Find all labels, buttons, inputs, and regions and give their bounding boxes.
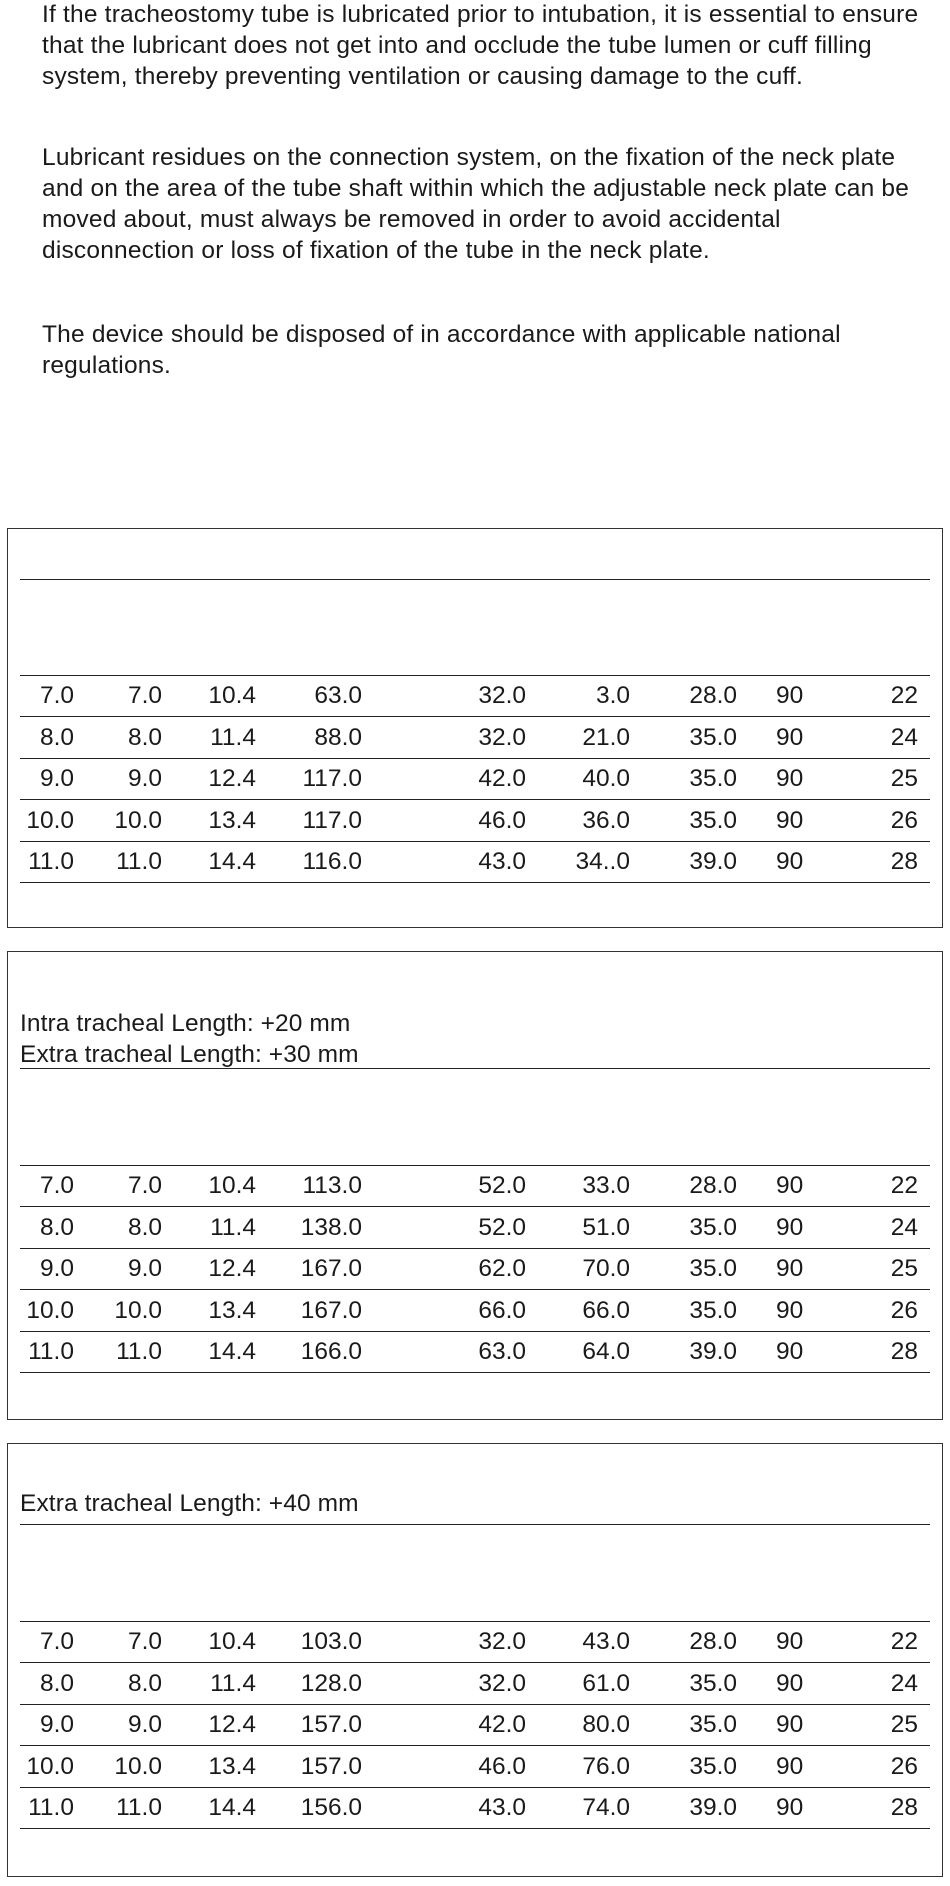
table-cell: 10.0 — [114, 1752, 162, 1780]
table-cell: 7.0 — [39, 682, 74, 709]
table-cell: 24 — [890, 723, 918, 751]
table-cell: 8.0 — [39, 1213, 74, 1241]
table-cell: 11.4 — [210, 723, 256, 751]
header-divider — [20, 579, 930, 580]
table-cell: 74.0 — [582, 1794, 630, 1821]
paragraph-lubrication: If the tracheostomy tube is lubricated prior to intubation, it is essential to ensure that the lubricant does not get into and occlude the tube lumen or cuff filling system, thereby preventing ventilation or causing damage to the cuff. — [42, 1, 919, 90]
table-cell: 14.4 — [208, 1794, 256, 1821]
table-cell: 10.4 — [208, 682, 256, 709]
table-cell: 11.4 — [210, 1213, 256, 1241]
table-cell: 12.4 — [208, 765, 256, 792]
table-cell: 90 — [776, 723, 804, 751]
table-cell: 10.0 — [114, 1296, 162, 1324]
table-cell: 14.4 — [208, 848, 256, 875]
table-cell: 8.0 — [39, 723, 74, 751]
table-cell: 90 — [776, 682, 804, 709]
table-cell: 103.0 — [300, 1628, 362, 1655]
table-cell: 10.0 — [26, 806, 74, 834]
table-cell: 46.0 — [478, 806, 526, 834]
table-cell: 66.0 — [478, 1296, 526, 1324]
table-cell: 8.0 — [39, 1669, 74, 1697]
table-cell: 40.0 — [582, 765, 630, 792]
table-cell: 13.4 — [208, 806, 256, 834]
table-cell: 7.0 — [127, 1628, 162, 1655]
table-cell: 90 — [776, 1752, 804, 1780]
table-cell: 90 — [776, 1172, 804, 1199]
table-cell: 156.0 — [300, 1794, 362, 1821]
table-cell: 90 — [776, 765, 804, 792]
table-cell: 64.0 — [582, 1338, 630, 1365]
table-cell: 61.0 — [582, 1669, 630, 1697]
table-cell: 166.0 — [300, 1338, 362, 1365]
table-cell: 11.0 — [116, 1794, 162, 1821]
table-cell: 35.0 — [689, 1752, 737, 1780]
table-cell: 35.0 — [689, 1255, 737, 1282]
table-cell: 63.0 — [478, 1338, 526, 1365]
paragraph-residues: Lubricant residues on the connection system, on the fixation of the neck plate and on the area of the tube shaft within which the adjustable neck plate can be moved about, must always be removed in order to avoid accidental disconnection or loss of fixation of the tube in the neck plate. — [42, 144, 910, 264]
table-cell: 28.0 — [689, 1628, 737, 1655]
table-cell: 10.0 — [26, 1296, 74, 1324]
table-cell: 14.4 — [208, 1338, 256, 1365]
table-cell: 8.0 — [127, 1669, 162, 1697]
table-cell: 117.0 — [302, 765, 362, 792]
table-cell: 62.0 — [478, 1255, 526, 1282]
table-cell: 39.0 — [689, 848, 737, 875]
table-cell: 28.0 — [689, 1172, 737, 1199]
table-cell: 43.0 — [478, 1794, 526, 1821]
table-cell: 24 — [890, 1669, 918, 1697]
table-cell: 28 — [890, 1794, 918, 1821]
table-cell: 52.0 — [478, 1172, 526, 1199]
table-cell: 22 — [890, 1172, 918, 1199]
table-row — [20, 1249, 930, 1290]
table-cell: 13.4 — [208, 1296, 256, 1324]
table-cell: 22 — [890, 1628, 918, 1655]
table-row — [20, 842, 930, 883]
table-row — [20, 1788, 930, 1829]
table-cell: 63.0 — [314, 682, 362, 709]
table-cell: 76.0 — [582, 1752, 630, 1780]
table-cell: 9.0 — [127, 1255, 162, 1282]
table-cell: 90 — [776, 806, 804, 834]
table-cell: 167.0 — [300, 1296, 362, 1324]
table-cell: 36.0 — [582, 806, 630, 834]
table-cell: 35.0 — [689, 765, 737, 792]
table-cell: 9.0 — [39, 765, 74, 792]
table-cell: 34..0 — [575, 848, 630, 875]
table-cell: 51.0 — [582, 1213, 630, 1241]
table-cell: 10.0 — [114, 806, 162, 834]
table-cell: 11.0 — [28, 1338, 74, 1365]
table-cell: 28 — [890, 1338, 918, 1365]
table-cell: 28 — [890, 848, 918, 875]
table-cell: 90 — [776, 1628, 804, 1655]
table-cell: 9.0 — [39, 1711, 74, 1738]
table-cell: 35.0 — [689, 806, 737, 834]
table-row — [20, 1705, 930, 1746]
header-divider — [20, 1524, 930, 1525]
table-cell: 80.0 — [582, 1711, 630, 1738]
table-cell: 35.0 — [689, 1296, 737, 1324]
table-cell: 7.0 — [39, 1172, 74, 1199]
table-cell: 26 — [890, 1296, 918, 1324]
table-cell: 90 — [776, 1711, 804, 1738]
table-row — [20, 718, 930, 759]
table-row — [20, 1664, 930, 1705]
table-cell: 90 — [776, 1296, 804, 1324]
table-cell: 7.0 — [127, 682, 162, 709]
table-cell: 46.0 — [478, 1752, 526, 1780]
table-cell: 28.0 — [689, 682, 737, 709]
table-cell: 32.0 — [478, 723, 526, 751]
table-row — [20, 1747, 930, 1788]
table-cell: 116.0 — [302, 848, 362, 875]
size-table-plus-20-30 — [7, 951, 943, 1420]
table-cell: 25 — [890, 765, 918, 792]
table-cell: 26 — [890, 806, 918, 834]
table-cell: 128.0 — [300, 1669, 362, 1697]
table-cell: 32.0 — [478, 1628, 526, 1655]
table-cell: 21.0 — [582, 723, 630, 751]
table-cell: 24 — [890, 1213, 918, 1241]
table-cell: 43.0 — [582, 1628, 630, 1655]
table-cell: 10.4 — [208, 1628, 256, 1655]
table-cell: 88.0 — [314, 723, 362, 751]
table-cell: 22 — [890, 682, 918, 709]
table-cell: 43.0 — [478, 848, 526, 875]
table-row — [20, 1208, 930, 1249]
table-cell: 90 — [776, 1213, 804, 1241]
table-cell: 32.0 — [478, 682, 526, 709]
table-cell: 10.4 — [208, 1172, 256, 1199]
table-cell: 42.0 — [478, 1711, 526, 1738]
table-cell: 90 — [776, 1338, 804, 1365]
table-row — [20, 1332, 930, 1373]
table-cell: 90 — [776, 1794, 804, 1821]
table-cell: 90 — [776, 1669, 804, 1697]
table-cell: 157.0 — [300, 1752, 362, 1780]
table-cell: 9.0 — [127, 765, 162, 792]
table-row — [20, 801, 930, 842]
table-cell: 8.0 — [127, 723, 162, 751]
intra-tracheal-length-note: Intra tracheal Length: +20 mm — [20, 1010, 351, 1037]
table-cell: 10.0 — [26, 1752, 74, 1780]
table-cell: 8.0 — [127, 1213, 162, 1241]
table-cell: 90 — [776, 1255, 804, 1282]
table-cell: 11.0 — [116, 1338, 162, 1365]
paragraph-disposal: The device should be disposed of in accordance with applicable national regulations. — [42, 321, 841, 379]
table-row — [20, 1291, 930, 1332]
table-cell: 7.0 — [39, 1628, 74, 1655]
table-cell: 117.0 — [302, 806, 362, 834]
extra-tracheal-length-note: Extra tracheal Length: +30 mm — [20, 1041, 359, 1068]
table-cell: 35.0 — [689, 1711, 737, 1738]
table-row — [20, 676, 930, 717]
table-cell: 157.0 — [300, 1711, 362, 1738]
table-cell: 7.0 — [127, 1172, 162, 1199]
table-cell: 13.4 — [208, 1752, 256, 1780]
table-cell: 32.0 — [478, 1669, 526, 1697]
table-cell: 3.0 — [595, 682, 630, 709]
table-cell: 9.0 — [39, 1255, 74, 1282]
table-cell: 167.0 — [300, 1255, 362, 1282]
table-cell: 25 — [890, 1711, 918, 1738]
table-cell: 42.0 — [478, 765, 526, 792]
table-cell: 39.0 — [689, 1794, 737, 1821]
size-table-plus-40 — [7, 1443, 943, 1877]
table-cell: 39.0 — [689, 1338, 737, 1365]
table-cell: 52.0 — [478, 1213, 526, 1241]
table-cell: 113.0 — [302, 1172, 362, 1199]
table-cell: 12.4 — [208, 1255, 256, 1282]
table-cell: 25 — [890, 1255, 918, 1282]
table-cell: 9.0 — [127, 1711, 162, 1738]
table-cell: 12.4 — [208, 1711, 256, 1738]
table-cell: 138.0 — [300, 1213, 362, 1241]
table-row — [20, 1166, 930, 1207]
table-cell: 11.0 — [28, 1794, 74, 1821]
table-cell: 11.4 — [210, 1669, 256, 1697]
table-cell: 11.0 — [116, 848, 162, 875]
table-cell: 33.0 — [582, 1172, 630, 1199]
header-divider — [20, 1068, 930, 1069]
table-cell: 66.0 — [582, 1296, 630, 1324]
table-cell: 70.0 — [582, 1255, 630, 1282]
size-table-standard — [7, 528, 943, 928]
table-cell: 35.0 — [689, 1213, 737, 1241]
table-cell: 26 — [890, 1752, 918, 1780]
table-cell: 90 — [776, 848, 804, 875]
table-cell: 11.0 — [28, 848, 74, 875]
table-row — [20, 759, 930, 800]
table-cell: 35.0 — [689, 723, 737, 751]
table-row — [20, 1622, 930, 1663]
extra-tracheal-length-note: Extra tracheal Length: +40 mm — [20, 1490, 359, 1517]
table-cell: 35.0 — [689, 1669, 737, 1697]
